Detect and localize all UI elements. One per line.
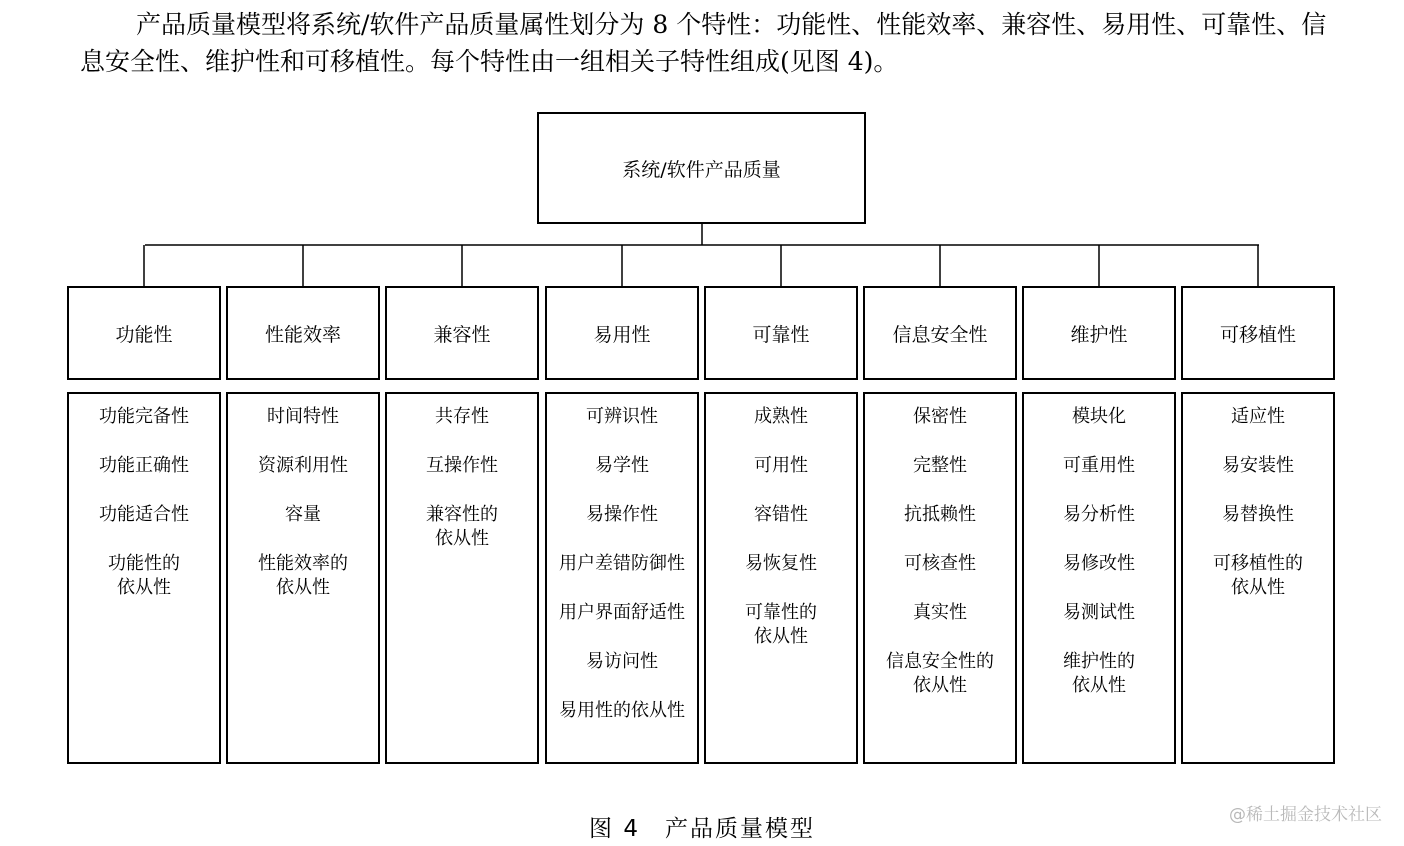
characteristic-label: 维护性 [1070, 323, 1128, 346]
subcharacteristic-item: 易替换性 [1222, 504, 1294, 525]
characteristic-node [1181, 286, 1335, 380]
subcharacteristic-item: 功能性的 依从性 [108, 553, 180, 598]
subcharacteristic-item: 可用性 [754, 455, 808, 476]
subcharacteristic-item: 可核查性 [904, 553, 976, 574]
characteristic-node [545, 286, 699, 380]
characteristic-label: 可移植性 [1219, 323, 1296, 346]
subcharacteristic-item: 信息安全性的 依从性 [886, 651, 994, 696]
characteristic-label: 可靠性 [752, 323, 810, 346]
drop-lines [144, 245, 1258, 286]
characteristic-node [385, 286, 539, 380]
subcharacteristic-item: 易安装性 [1222, 455, 1294, 476]
characteristic-node [1022, 286, 1176, 380]
subcharacteristic-list [863, 392, 1017, 764]
root-label: 系统/软件产品质量 [622, 158, 781, 181]
characteristic-node [863, 286, 1017, 380]
subcharacteristic-item: 易分析性 [1063, 504, 1135, 525]
characteristic-label: 信息安全性 [892, 323, 988, 346]
subcharacteristic-list [704, 392, 858, 764]
subcharacteristic-item: 容量 [285, 504, 321, 525]
subcharacteristic-item: 易操作性 [586, 504, 658, 525]
characteristic-node [704, 286, 858, 380]
subcharacteristic-item: 时间特性 [267, 406, 339, 427]
subcharacteristic-item: 可辨识性 [586, 406, 658, 427]
subcharacteristic-item: 易恢复性 [745, 553, 817, 574]
intro-paragraph: 产品质量模型将系统/软件产品质量属性划分为 8 个特性：功能性、性能效率、兼容性、易用性、可靠性、信息安全性、维护性和可移植性。每个特性由一组相关子特性组成(见图 4)。 [80, 10, 1327, 76]
subcharacteristic-item: 维护性的 依从性 [1063, 651, 1135, 696]
subcharacteristic-item: 资源利用性 [258, 455, 348, 476]
subcharacteristic-item: 性能效率的 依从性 [258, 553, 348, 598]
subcharacteristic-item: 易测试性 [1063, 602, 1135, 623]
subcharacteristic-list [1181, 392, 1335, 764]
subcharacteristic-item: 模块化 [1072, 406, 1126, 427]
subcharacteristic-item: 互操作性 [426, 455, 498, 476]
subcharacteristic-list [226, 392, 380, 764]
characteristic-label: 易用性 [593, 323, 651, 346]
subcharacteristic-item: 共存性 [435, 406, 489, 427]
subcharacteristic-list [1022, 392, 1176, 764]
subcharacteristic-item: 适应性 [1231, 406, 1285, 427]
subcharacteristic-list [545, 392, 699, 764]
subcharacteristic-item: 用户界面舒适性 [559, 602, 685, 623]
subcharacteristic-item: 完整性 [913, 455, 967, 476]
subcharacteristic-item: 易用性的依从性 [559, 700, 685, 721]
characteristic-label: 性能效率 [264, 323, 341, 346]
subcharacteristic-item: 功能完备性 [99, 406, 189, 427]
subcharacteristic-item: 功能适合性 [99, 504, 189, 525]
subcharacteristic-list [385, 392, 539, 764]
subcharacteristic-item: 保密性 [913, 406, 967, 427]
characteristic-label: 功能性 [115, 323, 173, 346]
subcharacteristic-item: 抗抵赖性 [904, 504, 976, 525]
subcharacteristic-item: 用户差错防御性 [559, 553, 685, 574]
subcharacteristic-item: 可重用性 [1063, 455, 1135, 476]
subcharacteristic-item: 易修改性 [1063, 553, 1135, 574]
subcharacteristic-item: 可靠性的 依从性 [745, 602, 817, 647]
figure-caption: 图 4 产品质量模型 [589, 816, 815, 842]
subcharacteristic-item: 兼容性的 依从性 [426, 504, 498, 549]
characteristic-node [67, 286, 221, 380]
characteristic-node [226, 286, 380, 380]
subcharacteristic-list [67, 392, 221, 764]
subcharacteristic-item: 真实性 [913, 602, 967, 623]
characteristic-label: 兼容性 [433, 323, 491, 346]
subcharacteristic-item: 功能正确性 [99, 455, 189, 476]
subcharacteristic-item: 易学性 [595, 455, 649, 476]
subcharacteristic-item: 易访问性 [586, 651, 658, 672]
subcharacteristic-item: 容错性 [754, 504, 808, 525]
subcharacteristic-item: 可移植性的 依从性 [1213, 553, 1303, 598]
subcharacteristic-item: 成熟性 [754, 406, 808, 427]
watermark: @稀土掘金技术社区 [1229, 805, 1382, 825]
